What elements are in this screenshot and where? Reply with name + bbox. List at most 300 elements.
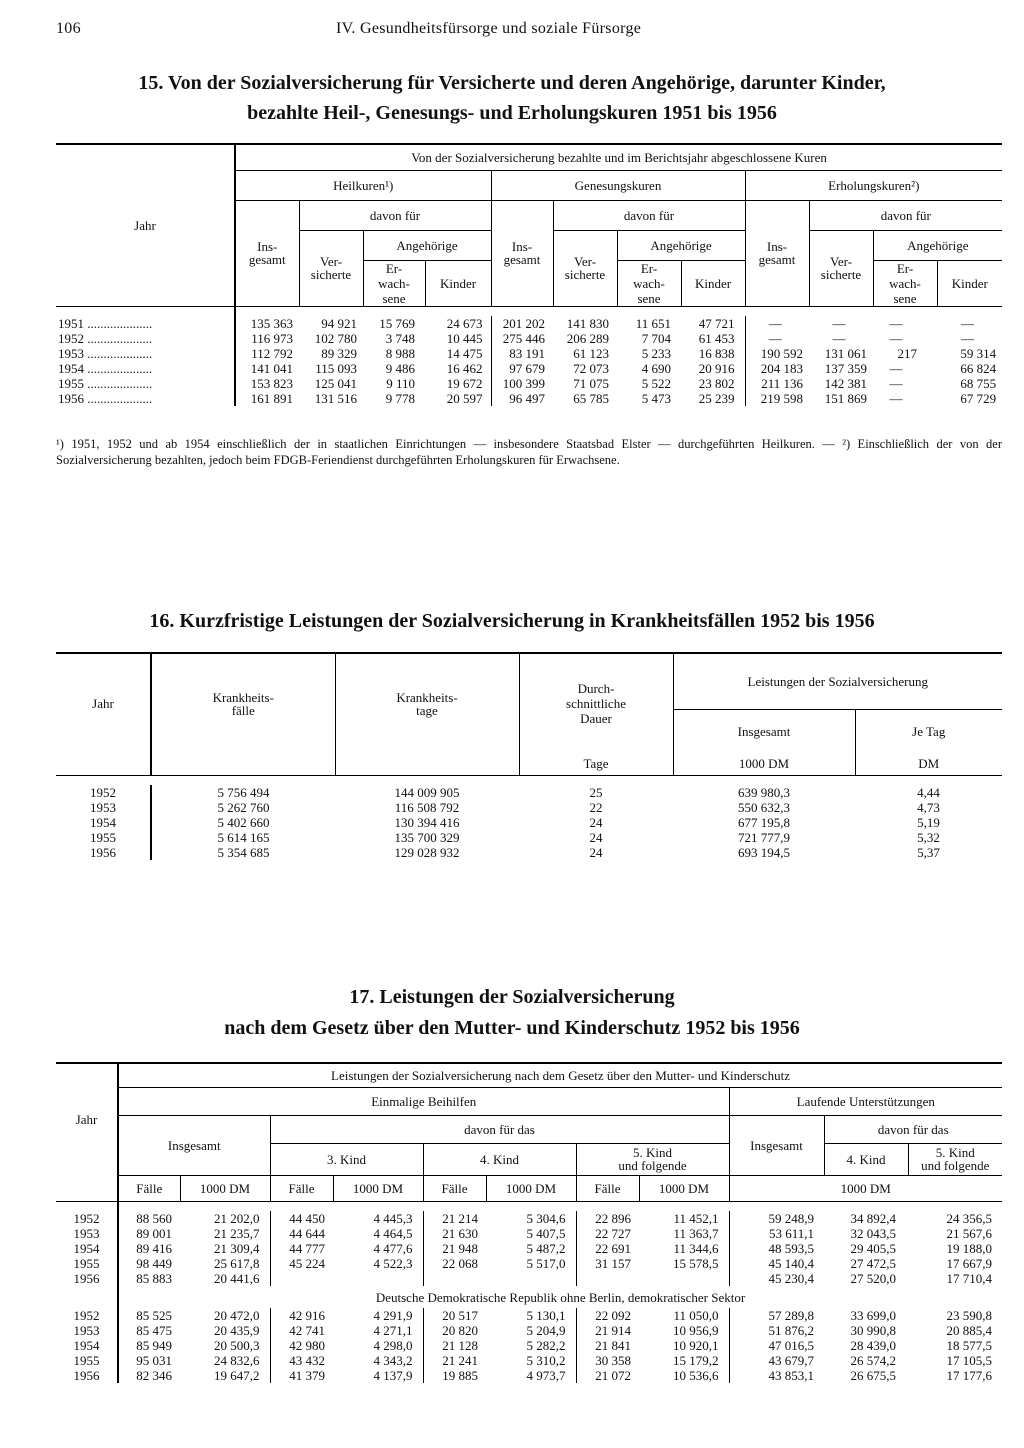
cell: 5 402 660 bbox=[151, 815, 335, 830]
cell: 43 679,7 bbox=[729, 1353, 824, 1368]
t15-erwachsene-1: Er- wach- sene bbox=[363, 260, 425, 306]
t17-kind5-lfd-header: 5. Kind und folgende bbox=[908, 1143, 1002, 1175]
cell: 25 bbox=[589, 785, 603, 800]
t17-unit-faelle-1: Fälle bbox=[118, 1175, 180, 1201]
cell: 219 598 bbox=[745, 391, 809, 406]
cell: 22 068 bbox=[423, 1256, 486, 1271]
row-year: 1955 bbox=[73, 1353, 100, 1368]
cell: 5 614 165 bbox=[151, 830, 335, 845]
t16-insgesamt-unit: 1000 DM bbox=[673, 753, 855, 775]
t16-jetag-header: Je Tag bbox=[855, 709, 1002, 753]
cell: 22 092 bbox=[576, 1308, 639, 1323]
cell: 24 bbox=[589, 845, 603, 860]
cell: 5,32 bbox=[917, 830, 940, 845]
t15-title-line1: 15. Von der Sozialversicherung für Versicherte und deren Angehörige, darunter Kinder, bbox=[138, 72, 886, 94]
cell: 65 785 bbox=[573, 391, 609, 406]
cell bbox=[486, 1271, 576, 1286]
cell bbox=[270, 1271, 333, 1286]
cell: 42 741 bbox=[270, 1323, 333, 1338]
cell: 4 690 bbox=[641, 361, 671, 376]
t15-angehoerige-2: Angehörige bbox=[617, 230, 745, 260]
t16-title: 16. Kurzfristige Leistungen der Sozialversicherung in Krankheitsfällen 1952 bis 1956 bbox=[149, 610, 875, 632]
cell: 11 452,1 bbox=[673, 1211, 719, 1226]
cell: 4 477,6 bbox=[373, 1241, 413, 1256]
t15-davon-1: davon für bbox=[299, 200, 491, 230]
t17-row bbox=[56, 1211, 1002, 1226]
cell: 5 756 494 bbox=[151, 785, 335, 800]
t16-tage-header: Krankheits- tage bbox=[335, 653, 519, 753]
cell: 4 137,9 bbox=[373, 1368, 413, 1383]
cell: 130 394 416 bbox=[394, 815, 460, 830]
cell: 22 bbox=[589, 800, 603, 815]
cell: 5 522 bbox=[641, 376, 671, 391]
cell: 135 363 bbox=[235, 316, 299, 331]
cell: 211 136 bbox=[745, 376, 809, 391]
t17-unit-faelle-2: Fälle bbox=[270, 1175, 333, 1201]
row-year: 1955 bbox=[73, 1256, 100, 1271]
row-year: 1956 bbox=[73, 1368, 100, 1383]
cell: — bbox=[832, 316, 846, 331]
cell: 137 359 bbox=[824, 361, 867, 376]
cell: 41 379 bbox=[270, 1368, 333, 1383]
cell: 116 508 792 bbox=[394, 800, 460, 815]
t15-jahr-header: Jahr bbox=[56, 144, 235, 306]
cell: 19 885 bbox=[423, 1368, 486, 1383]
cell: 721 777,9 bbox=[738, 830, 790, 845]
cell: — bbox=[889, 361, 903, 376]
cell: 11 050,0 bbox=[673, 1308, 719, 1323]
t17-title-line2: nach dem Gesetz über den Mutter- und Kinderschutz 1952 bis 1956 bbox=[224, 1017, 800, 1039]
cell: 27 520,0 bbox=[850, 1271, 896, 1286]
cell: 4 343,2 bbox=[373, 1353, 413, 1368]
cell: 43 432 bbox=[270, 1353, 333, 1368]
cell: 22 691 bbox=[576, 1241, 639, 1256]
cell: 5 473 bbox=[641, 391, 671, 406]
cell: 85 525 bbox=[118, 1308, 180, 1323]
cell: 550 632,3 bbox=[738, 800, 790, 815]
t15-insgesamt-3: Ins- gesamt bbox=[745, 200, 809, 306]
cell: 44 777 bbox=[270, 1241, 333, 1256]
table-15 bbox=[56, 143, 1002, 406]
cell: 16 462 bbox=[446, 361, 483, 376]
t16-row bbox=[56, 815, 1002, 830]
t15-data-body bbox=[56, 316, 1002, 406]
cell: 20 517 bbox=[423, 1308, 486, 1323]
cell: 24 832,6 bbox=[214, 1353, 260, 1368]
t16-row bbox=[56, 800, 1002, 815]
row-year: 1953 bbox=[90, 800, 116, 815]
cell: 27 472,5 bbox=[850, 1256, 896, 1271]
cell: 22 896 bbox=[576, 1211, 639, 1226]
cell: 17 105,5 bbox=[946, 1353, 993, 1368]
cell: 17 710,4 bbox=[946, 1271, 993, 1286]
cell: 51 876,2 bbox=[729, 1323, 824, 1338]
t15-top-header: Von der Sozialversicherung bezahlte und im Berichtsjahr abgeschlossene Kuren bbox=[235, 144, 1002, 170]
cell: 61 123 bbox=[573, 346, 609, 361]
cell: 59 314 bbox=[960, 346, 997, 361]
cell: 153 823 bbox=[235, 376, 299, 391]
cell: 97 679 bbox=[491, 361, 553, 376]
t17-top-header: Leistungen der Sozialversicherung nach dem Gesetz über den Mutter- und Kinderschutz bbox=[118, 1063, 1002, 1087]
cell: — bbox=[889, 376, 903, 391]
t17-unit-tdm-lfd: 1000 DM bbox=[729, 1175, 1002, 1201]
t17-data-body bbox=[56, 1211, 1002, 1383]
t17-insgesamt-lfd-header: Insgesamt bbox=[729, 1115, 824, 1175]
cell: 116 973 bbox=[235, 331, 299, 346]
cell bbox=[423, 1271, 486, 1286]
cell: 141 041 bbox=[235, 361, 299, 376]
t17-row bbox=[56, 1256, 1002, 1271]
cell: 85 883 bbox=[118, 1271, 180, 1286]
row-year: 1955 bbox=[90, 830, 116, 845]
t17-title-line1: 17. Leistungen der Sozialversicherung bbox=[349, 986, 675, 1008]
t17-unit-faelle-4: Fälle bbox=[576, 1175, 639, 1201]
t16-leistungen-header: Leistungen der Sozialversicherung bbox=[673, 653, 1002, 709]
row-year: 1951 .................... bbox=[58, 316, 153, 331]
cell: 25 239 bbox=[698, 391, 735, 406]
cell: 66 824 bbox=[960, 361, 997, 376]
cell: 29 405,5 bbox=[850, 1241, 896, 1256]
t17-insgesamt-header: Insgesamt bbox=[118, 1115, 270, 1175]
t15-row bbox=[56, 361, 1002, 376]
row-year: 1956 bbox=[90, 845, 116, 860]
cell: 4,73 bbox=[917, 800, 940, 815]
cell: 21 072 bbox=[576, 1368, 639, 1383]
t17-jahr-header: Jahr bbox=[56, 1063, 118, 1175]
row-year: 1953 bbox=[73, 1323, 100, 1338]
cell: 5 487,2 bbox=[526, 1241, 566, 1256]
cell: 141 830 bbox=[566, 316, 609, 331]
t15-row bbox=[56, 376, 1002, 391]
t16-dauer-unit: Tage bbox=[519, 753, 673, 775]
cell: 125 041 bbox=[314, 376, 357, 391]
t16-faelle-header: Krankheits- fälle bbox=[151, 653, 335, 753]
t17-unit-faelle-3: Fälle bbox=[423, 1175, 486, 1201]
cell: 45 230,4 bbox=[729, 1271, 824, 1286]
cell: 142 381 bbox=[824, 376, 867, 391]
t17-laufende-header: Laufende Unterstützungen bbox=[729, 1087, 1002, 1115]
cell: 31 157 bbox=[576, 1256, 639, 1271]
cell: 21 202,0 bbox=[214, 1211, 260, 1226]
cell: 34 892,4 bbox=[850, 1211, 896, 1226]
cell: — bbox=[889, 316, 903, 331]
t17-row-ddr bbox=[56, 1338, 1002, 1353]
cell: 4 522,3 bbox=[373, 1256, 413, 1271]
cell: 5,19 bbox=[917, 815, 940, 830]
t15-angehoerige-1: Angehörige bbox=[363, 230, 491, 260]
cell bbox=[639, 1271, 729, 1286]
cell: 96 497 bbox=[491, 391, 553, 406]
cell: 30 358 bbox=[576, 1353, 639, 1368]
cell: 275 446 bbox=[491, 331, 553, 346]
cell: 19 188,0 bbox=[946, 1241, 993, 1256]
cell: 44 450 bbox=[270, 1211, 333, 1226]
cell: 48 593,5 bbox=[729, 1241, 824, 1256]
cell: 94 921 bbox=[321, 316, 357, 331]
cell: 161 891 bbox=[235, 391, 299, 406]
cell: 11 651 bbox=[635, 316, 671, 331]
t15-insgesamt-1: Ins- gesamt bbox=[235, 200, 299, 306]
cell: 4 445,3 bbox=[373, 1211, 413, 1226]
cell: 8 988 bbox=[385, 346, 415, 361]
t16-dauer-header: Durch- schnittliche Dauer bbox=[519, 653, 673, 753]
cell: — bbox=[889, 391, 903, 406]
cell: 30 990,8 bbox=[850, 1323, 896, 1338]
t16-jahr-header: Jahr bbox=[56, 653, 151, 753]
cell: 45 140,4 bbox=[729, 1256, 824, 1271]
cell: 151 869 bbox=[824, 391, 867, 406]
cell: 23 590,8 bbox=[946, 1308, 993, 1323]
cell: 20 820 bbox=[423, 1323, 486, 1338]
t17-unit-tdm-4: 1000 DM bbox=[639, 1175, 729, 1201]
cell: 24 673 bbox=[446, 316, 483, 331]
t15-kinder-3: Kinder bbox=[937, 260, 1002, 306]
t17-davon-header-2: davon für das bbox=[824, 1115, 1002, 1143]
cell: 16 838 bbox=[698, 346, 735, 361]
cell: 89 416 bbox=[118, 1241, 180, 1256]
t17-kind5-header: 5. Kind und folgende bbox=[576, 1143, 729, 1175]
t17-einmalige-header: Einmalige Beihilfen bbox=[118, 1087, 729, 1115]
table-17 bbox=[56, 1062, 1002, 1383]
row-year: 1954 bbox=[73, 1241, 100, 1256]
t15-erwachsene-3: Er- wach- sene bbox=[873, 260, 937, 306]
t15-row bbox=[56, 391, 1002, 406]
row-year: 1954 bbox=[90, 815, 116, 830]
t16-row bbox=[56, 785, 1002, 800]
row-year: 1956 bbox=[73, 1271, 100, 1286]
t15-title-line2: bezahlte Heil-, Genesungs- und Erholungskuren 1951 bis 1956 bbox=[247, 102, 777, 124]
cell: 68 755 bbox=[960, 376, 997, 391]
row-year: 1952 bbox=[90, 785, 116, 800]
t16-jetag-unit: DM bbox=[855, 753, 1002, 775]
cell: 5 407,5 bbox=[526, 1226, 566, 1241]
cell: 11 363,7 bbox=[673, 1226, 719, 1241]
row-year: 1952 .................... bbox=[58, 331, 153, 346]
cell: 20 472,0 bbox=[214, 1308, 260, 1323]
t17-row-ddr bbox=[56, 1368, 1002, 1383]
cell: 88 560 bbox=[118, 1211, 180, 1226]
t16-insgesamt-header: Insgesamt bbox=[673, 709, 855, 753]
cell: 115 093 bbox=[315, 361, 357, 376]
t15-heilkuren: Heilkuren¹) bbox=[235, 170, 491, 200]
row-year: 1953 bbox=[73, 1226, 100, 1241]
cell: 20 916 bbox=[698, 361, 735, 376]
cell: 144 009 905 bbox=[394, 785, 460, 800]
cell: 4,44 bbox=[917, 785, 940, 800]
t15-erholungskuren: Erholungskuren²) bbox=[745, 170, 1002, 200]
cell: 129 028 932 bbox=[394, 845, 460, 860]
cell: 59 248,9 bbox=[729, 1211, 824, 1226]
cell: 21 841 bbox=[576, 1338, 639, 1353]
cell: — bbox=[745, 316, 809, 331]
running-head: IV. Gesundheitsfürsorge und soziale Fürsorge bbox=[336, 20, 642, 37]
cell: 201 202 bbox=[491, 316, 553, 331]
t15-genesungskuren: Genesungskuren bbox=[491, 170, 745, 200]
cell: 82 346 bbox=[118, 1368, 180, 1383]
cell: 5 262 760 bbox=[151, 800, 335, 815]
cell: 21 128 bbox=[423, 1338, 486, 1353]
t16-data-body bbox=[56, 785, 1002, 860]
cell: 4 291,9 bbox=[373, 1308, 413, 1323]
cell: 206 289 bbox=[566, 331, 609, 346]
cell: — bbox=[961, 331, 975, 346]
row-year: 1952 bbox=[73, 1308, 100, 1323]
cell: 112 792 bbox=[235, 346, 299, 361]
cell: 10 920,1 bbox=[673, 1338, 719, 1353]
row-year: 1955 .................... bbox=[58, 376, 153, 391]
t17-subheading-row bbox=[56, 1286, 1002, 1308]
cell: 24 356,5 bbox=[946, 1211, 993, 1226]
cell: 9 110 bbox=[386, 376, 415, 391]
row-year: 1956 .................... bbox=[58, 391, 153, 406]
cell: 5 310,2 bbox=[526, 1353, 566, 1368]
cell: 20 597 bbox=[446, 391, 483, 406]
cell: 4 973,7 bbox=[526, 1368, 566, 1383]
cell: 9 778 bbox=[385, 391, 415, 406]
cell: 217 bbox=[897, 346, 917, 361]
cell: 204 183 bbox=[745, 361, 809, 376]
t17-unit-tdm-2: 1000 DM bbox=[333, 1175, 423, 1201]
t15-versicherte-2: Ver- sicherte bbox=[553, 230, 617, 306]
cell: 21 214 bbox=[423, 1211, 486, 1226]
t15-kinder-1: Kinder bbox=[425, 260, 491, 306]
cell: 71 075 bbox=[573, 376, 609, 391]
cell: 7 704 bbox=[641, 331, 671, 346]
cell: 15 179,2 bbox=[673, 1353, 719, 1368]
cell: 4 271,1 bbox=[373, 1323, 413, 1338]
cell: 21 241 bbox=[423, 1353, 486, 1368]
t16-row bbox=[56, 845, 1002, 860]
cell: 85 949 bbox=[118, 1338, 180, 1353]
t17-row bbox=[56, 1271, 1002, 1286]
t17-subheading: Deutsche Demokratische Republik ohne Berlin, demokratischer Sektor bbox=[118, 1286, 1002, 1308]
cell bbox=[576, 1271, 639, 1286]
t17-unit-tdm-3: 1000 DM bbox=[486, 1175, 576, 1201]
t17-row-ddr bbox=[56, 1353, 1002, 1368]
t17-row bbox=[56, 1241, 1002, 1256]
cell: 98 449 bbox=[118, 1256, 180, 1271]
cell: 45 224 bbox=[270, 1256, 333, 1271]
cell: 131 061 bbox=[824, 346, 867, 361]
cell: 10 445 bbox=[446, 331, 483, 346]
cell: 20 885,4 bbox=[946, 1323, 993, 1338]
cell: 42 980 bbox=[270, 1338, 333, 1353]
t17-unit-tdm-1: 1000 DM bbox=[180, 1175, 270, 1201]
t17-davon-header-1: davon für das bbox=[270, 1115, 729, 1143]
cell: 26 675,5 bbox=[850, 1368, 896, 1383]
cell: 61 453 bbox=[698, 331, 735, 346]
t15-row bbox=[56, 316, 1002, 331]
cell: 23 802 bbox=[698, 376, 735, 391]
cell: 20 500,3 bbox=[214, 1338, 260, 1353]
table-16 bbox=[56, 652, 1002, 860]
cell: 5 354 685 bbox=[151, 845, 335, 860]
cell: 33 699,0 bbox=[850, 1308, 896, 1323]
cell: 21 235,7 bbox=[214, 1226, 260, 1241]
cell: 28 439,0 bbox=[850, 1338, 896, 1353]
cell: 42 916 bbox=[270, 1308, 333, 1323]
cell: 5,37 bbox=[917, 845, 940, 860]
cell: 21 309,4 bbox=[214, 1241, 260, 1256]
cell: 5 517,0 bbox=[526, 1256, 566, 1271]
cell: 95 031 bbox=[118, 1353, 180, 1368]
cell: 5 304,6 bbox=[526, 1211, 566, 1226]
cell: 44 644 bbox=[270, 1226, 333, 1241]
cell: 14 475 bbox=[446, 346, 483, 361]
cell: 21 948 bbox=[423, 1241, 486, 1256]
cell: 190 592 bbox=[745, 346, 809, 361]
cell: 10 956,9 bbox=[673, 1323, 719, 1338]
t15-davon-3: davon für bbox=[809, 200, 1002, 230]
cell: 89 001 bbox=[118, 1226, 180, 1241]
t15-row bbox=[56, 346, 1002, 361]
t17-kind4-header: 4. Kind bbox=[423, 1143, 576, 1175]
cell: 47 016,5 bbox=[729, 1338, 824, 1353]
cell: 17 177,6 bbox=[946, 1368, 993, 1383]
t17-row bbox=[56, 1226, 1002, 1241]
cell: 25 617,8 bbox=[214, 1256, 260, 1271]
cell: 5 282,2 bbox=[526, 1338, 566, 1353]
row-year: 1954 .................... bbox=[58, 361, 153, 376]
row-year: 1952 bbox=[73, 1211, 100, 1226]
cell: 135 700 329 bbox=[394, 830, 460, 845]
t17-kind3-header: 3. Kind bbox=[270, 1143, 423, 1175]
cell: — bbox=[832, 331, 846, 346]
cell: 53 611,1 bbox=[729, 1226, 824, 1241]
cell: 131 516 bbox=[314, 391, 357, 406]
t17-row-ddr bbox=[56, 1323, 1002, 1338]
t15-erwachsene-2: Er- wach- sene bbox=[617, 260, 681, 306]
cell: 3 748 bbox=[385, 331, 415, 346]
cell: 15 578,5 bbox=[673, 1256, 719, 1271]
t15-davon-2: davon für bbox=[553, 200, 745, 230]
cell: 21 567,6 bbox=[946, 1226, 993, 1241]
cell: 32 043,5 bbox=[850, 1226, 896, 1241]
t15-insgesamt-2: Ins- gesamt bbox=[491, 200, 553, 306]
cell: 85 475 bbox=[118, 1323, 180, 1338]
cell: 5 233 bbox=[641, 346, 671, 361]
cell: 18 577,5 bbox=[946, 1338, 993, 1353]
t15-footnote: ¹) 1951, 1952 und ab 1954 einschließlich der in staatlichen Einrichtungen — insbesondere Staatsbad Elster — durchgeführten Heilkuren. — ²) Einschließlich der von der Sozialversicherung bezahlten, jedoch beim FDGB-Feriendienst durchgeführten Erholungskuren für Erwachsene. bbox=[56, 437, 1002, 467]
t15-versicherte-3: Ver- sicherte bbox=[809, 230, 873, 306]
page-number: 106 bbox=[56, 20, 81, 37]
cell: 21 630 bbox=[423, 1226, 486, 1241]
cell: 26 574,2 bbox=[850, 1353, 896, 1368]
cell: 83 191 bbox=[491, 346, 553, 361]
t16-row bbox=[56, 830, 1002, 845]
t17-row-ddr bbox=[56, 1308, 1002, 1323]
cell: 57 289,8 bbox=[729, 1308, 824, 1323]
t17-kind4-lfd-header: 4. Kind bbox=[824, 1143, 908, 1175]
cell: 9 486 bbox=[385, 361, 415, 376]
cell: 639 980,3 bbox=[738, 785, 790, 800]
cell: 24 bbox=[589, 815, 603, 830]
cell: 89 329 bbox=[321, 346, 357, 361]
cell: 20 441,6 bbox=[214, 1271, 260, 1286]
t15-row bbox=[56, 331, 1002, 346]
cell: 15 769 bbox=[379, 316, 415, 331]
row-year: 1953 .................... bbox=[58, 346, 153, 361]
cell: 19 647,2 bbox=[214, 1368, 260, 1383]
cell: — bbox=[745, 331, 809, 346]
t15-angehoerige-3: Angehörige bbox=[873, 230, 1002, 260]
t15-kinder-2: Kinder bbox=[681, 260, 745, 306]
cell: 100 399 bbox=[491, 376, 553, 391]
cell: 19 672 bbox=[446, 376, 483, 391]
cell: 17 667,9 bbox=[946, 1256, 993, 1271]
cell: 5 204,9 bbox=[526, 1323, 566, 1338]
cell: 4 298,0 bbox=[373, 1338, 413, 1353]
